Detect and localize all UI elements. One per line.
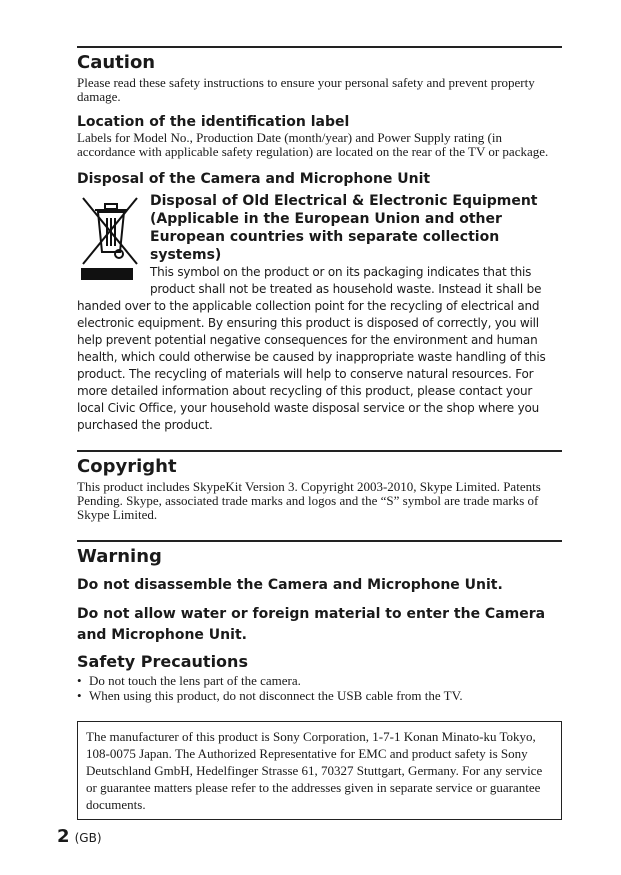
warning-item-1: Do not disassemble the Camera and Microphone Unit. (77, 577, 503, 593)
manufacturer-box (77, 721, 562, 820)
bullet-text: When using this product, do not disconnect the USB cable from the TV. (89, 688, 463, 703)
copyright-text: This product includes SkypeKit Version 3. Copyright 2003-2010, Skype Limited. Patents Pending. Skype, associated trade marks and logos and the “S” symbol are trade marks of Skype Limited. (77, 479, 541, 522)
caution-rule (77, 46, 562, 48)
safety-precautions-heading: Safety Precautions (77, 652, 248, 671)
weee-heading: Disposal of Old Electrical & Electronic Equipment (Applicable in the European Union and other European countries with separate collection systems) (150, 193, 538, 263)
page-content (77, 46, 562, 820)
safety-bullet-list (77, 673, 562, 703)
warning-title: Warning (77, 546, 162, 567)
page-number: 2 (57, 826, 70, 847)
label-location-heading: Location of the identification label (77, 114, 350, 130)
caution-intro: Please read these safety instructions to ensure your personal safety and prevent property damage. (77, 75, 535, 104)
crossed-bin-icon-graphic (77, 194, 143, 268)
list-item: • When using this product, do not disconnect the USB cable from the TV. (77, 688, 463, 703)
caution-title: Caution (77, 52, 156, 73)
bullet-text: Do not touch the lens part of the camera. (89, 673, 301, 688)
weee-text: This symbol on the product or on its packaging indicates that this product shall not be treated as household waste. Instead it shall be handed over to the applicable collection point for the recycling of electrical and electronic equipment. By ensuring this product is disposed of correctly, you will help prevent potential negative consequences for the environment and human health, which could otherwise be caused by inappropriate waste handling of this product. The recycling of materials will help to conserve natural resources. For more detailed information about recycling of this product, please contact your local Civic Office, your household waste disposal service or the shop where you purchased the product. (77, 265, 546, 432)
warning-rule (77, 540, 562, 542)
copyright-rule (77, 450, 562, 452)
manufacturer-text: The manufacturer of this product is Sony Corporation, 1-7-1 Konan Minato-ku Tokyo, 108-0075 Japan. The Authorized Representative for EMC and product safety is Sony Deutschland GmbH, Hedelfinger Strasse 61, 70327 Stuttgart, Germany. For any service or guarantee matters please refer to the addresses given in separate service or guarantee documents. (86, 729, 543, 812)
label-location-text: Labels for Model No., Production Date (month/year) and Power Supply rating (in accordance with applicable safety regulation) are located on the rear of the TV or package. (77, 130, 549, 159)
disposal-heading: Disposal of the Camera and Microphone Unit (77, 171, 431, 187)
page-region: (GB) (74, 831, 102, 845)
crossed-bin-icon (77, 194, 143, 282)
copyright-title: Copyright (77, 456, 177, 477)
weee-black-bar (81, 268, 133, 280)
list-item: • Do not touch the lens part of the camera. (77, 673, 301, 688)
warning-item-2: Do not allow water or foreign material to enter the Camera and Microphone Unit. (77, 606, 546, 643)
weee-section (77, 192, 562, 434)
page-footer (57, 826, 102, 847)
